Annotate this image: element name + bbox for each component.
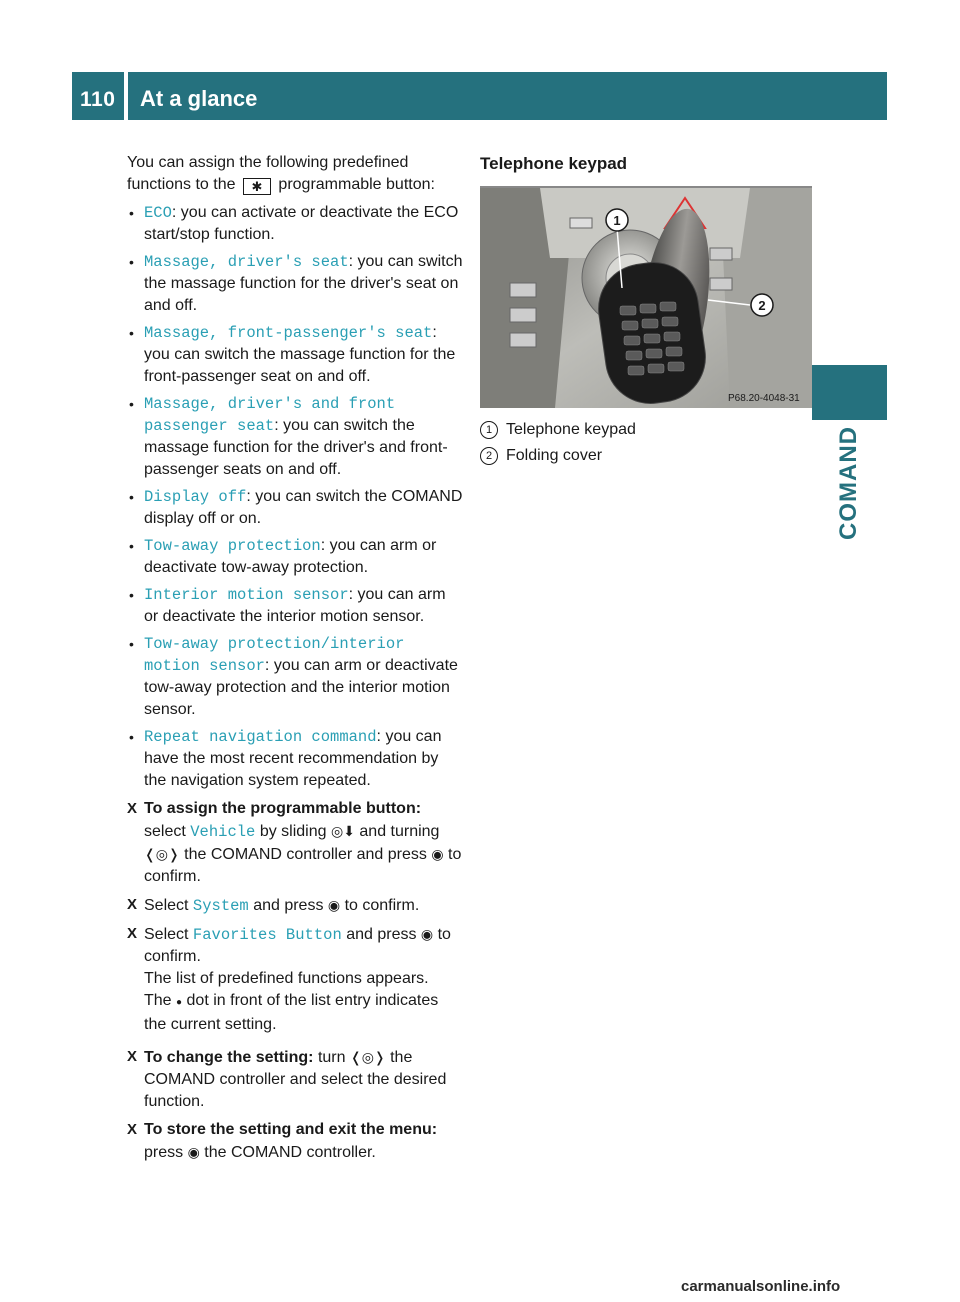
selected-dot-icon: ● bbox=[176, 997, 183, 1008]
figure-code: P68.20-4048-31 bbox=[728, 393, 800, 404]
list-item bbox=[127, 584, 463, 628]
step-text: select bbox=[144, 823, 186, 840]
right-column bbox=[480, 152, 812, 174]
step-icon: X bbox=[127, 1121, 138, 1138]
side-tab-block bbox=[812, 365, 887, 420]
function-description: : you can arm or deactivate tow-away protection. bbox=[144, 537, 437, 576]
turn-controller-icon: ❬◎❭ bbox=[349, 1049, 386, 1065]
function-name: ECO bbox=[144, 204, 172, 222]
step-text: Select bbox=[144, 926, 189, 943]
header-separator bbox=[124, 72, 128, 120]
legend-item bbox=[480, 443, 812, 469]
function-name: Interior motion sensor bbox=[144, 586, 349, 604]
function-description: : you can have the most recent recommendation by the navigation system repeated. bbox=[144, 728, 442, 789]
step-heading: To assign the programmable button: bbox=[144, 800, 422, 817]
step-text: and press bbox=[346, 926, 417, 943]
menu-item-vehicle: Vehicle bbox=[190, 823, 256, 841]
step-text: by sliding bbox=[259, 823, 327, 840]
function-description: : you can switch the massage function for the front-passenger seat on and off. bbox=[144, 324, 456, 385]
press-controller-icon: ◉ bbox=[327, 897, 341, 913]
bullet-icon: • bbox=[129, 325, 134, 341]
step-heading: To store the setting and exit the menu: bbox=[144, 1121, 438, 1138]
intro-text-end: programmable button: bbox=[278, 176, 435, 193]
step-text: to confirm. bbox=[144, 846, 462, 885]
figure-legend bbox=[480, 417, 812, 469]
function-name: Massage, front-passenger's seat bbox=[144, 324, 433, 342]
function-name: Display off bbox=[144, 488, 247, 506]
step-icon: X bbox=[127, 896, 138, 913]
step-heading: To change the setting: bbox=[144, 1049, 314, 1066]
turn-controller-icon: ❬◎❭ bbox=[144, 846, 180, 862]
legend-number: 2 bbox=[480, 447, 498, 465]
step-text: to confirm. bbox=[344, 897, 420, 914]
list-item bbox=[127, 393, 463, 481]
function-description: : you can activate or deactivate the ECO start/stop function. bbox=[144, 204, 459, 243]
step-text: The bbox=[144, 992, 172, 1009]
step-text: and turning bbox=[359, 823, 440, 840]
step-text: The list of predefined functions appears. bbox=[144, 970, 429, 987]
footer-watermark: carmanualsonline.info bbox=[681, 1278, 841, 1295]
legend-number: 1 bbox=[480, 421, 498, 439]
step-text: the COMAND controller and press bbox=[184, 846, 427, 863]
step-store-setting bbox=[127, 1119, 463, 1164]
programmable-button-icon: ✱ bbox=[243, 178, 271, 195]
page-number: 110 bbox=[80, 88, 116, 111]
menu-item-system: System bbox=[192, 897, 249, 915]
bullet-icon: • bbox=[129, 636, 134, 652]
list-item bbox=[127, 486, 463, 530]
function-name: Massage, driver's seat bbox=[144, 253, 349, 271]
list-item bbox=[127, 322, 463, 388]
callout-2-label: 2 bbox=[758, 298, 766, 313]
step-icon: X bbox=[127, 1048, 138, 1065]
list-item bbox=[127, 726, 463, 792]
step-icon: X bbox=[127, 925, 138, 942]
legend-item bbox=[480, 417, 812, 443]
step-text: to confirm. bbox=[144, 926, 451, 965]
step-select-favorites bbox=[127, 923, 463, 1036]
step-text: press bbox=[144, 1144, 184, 1161]
bullet-icon: • bbox=[129, 538, 134, 554]
list-item bbox=[127, 633, 463, 721]
function-name: Massage, driver's and front passenger seat bbox=[144, 395, 396, 435]
step-text: and press bbox=[253, 897, 324, 914]
function-description: : you can switch the COMAND display off or on. bbox=[144, 488, 463, 527]
function-description: : you can arm or deactivate the interior motion sensor. bbox=[144, 586, 446, 625]
step-text: turn bbox=[317, 1049, 346, 1066]
left-column bbox=[127, 152, 463, 1170]
legend-text: Telephone keypad bbox=[506, 421, 636, 438]
section-title: Telephone keypad bbox=[480, 154, 628, 173]
slide-down-controller-icon: ◎⬇ bbox=[330, 823, 355, 839]
callout-1-label: 1 bbox=[613, 213, 621, 228]
step-text: the COMAND controller and select the desired function. bbox=[144, 1049, 447, 1110]
press-controller-icon: ◉ bbox=[420, 926, 434, 942]
bullet-icon: • bbox=[129, 396, 134, 412]
telephone-keypad-photo bbox=[480, 188, 812, 408]
menu-item-favorites-button: Favorites Button bbox=[192, 926, 342, 944]
step-change-setting bbox=[127, 1046, 463, 1113]
bullet-icon: • bbox=[129, 205, 134, 221]
list-item bbox=[127, 535, 463, 579]
function-description: : you can arm or deactivate tow-away protection and the interior motion sensor. bbox=[144, 657, 458, 718]
function-description: : you can switch the massage function for the driver's seat on and off. bbox=[144, 253, 463, 314]
press-controller-icon: ◉ bbox=[431, 846, 444, 862]
bullet-icon: • bbox=[129, 587, 134, 603]
legend-text: Folding cover bbox=[506, 447, 603, 464]
side-tab-label: COMAND bbox=[835, 426, 862, 540]
step-select-system bbox=[127, 894, 463, 917]
function-name: Tow-away protection bbox=[144, 537, 321, 555]
step-text: the COMAND controller. bbox=[204, 1144, 376, 1161]
list-item bbox=[127, 202, 463, 246]
bullet-icon: • bbox=[129, 489, 134, 505]
press-controller-icon: ◉ bbox=[187, 1144, 200, 1160]
intro-paragraph bbox=[127, 152, 463, 196]
step-icon: X bbox=[127, 800, 138, 817]
bullet-icon: • bbox=[129, 729, 134, 745]
step-text: Select bbox=[144, 897, 189, 914]
intro-text: You can assign the following predefined functions to the bbox=[127, 154, 409, 193]
step-assign bbox=[127, 798, 463, 888]
function-name: Repeat navigation command bbox=[144, 728, 377, 746]
function-description: : you can switch the massage function for the driver's and front-passenger seats on and off. bbox=[144, 417, 448, 478]
page-title: At a glance bbox=[140, 86, 258, 111]
list-item bbox=[127, 251, 463, 317]
function-name: Tow-away protection/interior motion sensor bbox=[144, 635, 405, 675]
step-text: dot in front of the list entry indicates the current setting. bbox=[144, 992, 439, 1033]
bullet-icon: • bbox=[129, 254, 134, 270]
